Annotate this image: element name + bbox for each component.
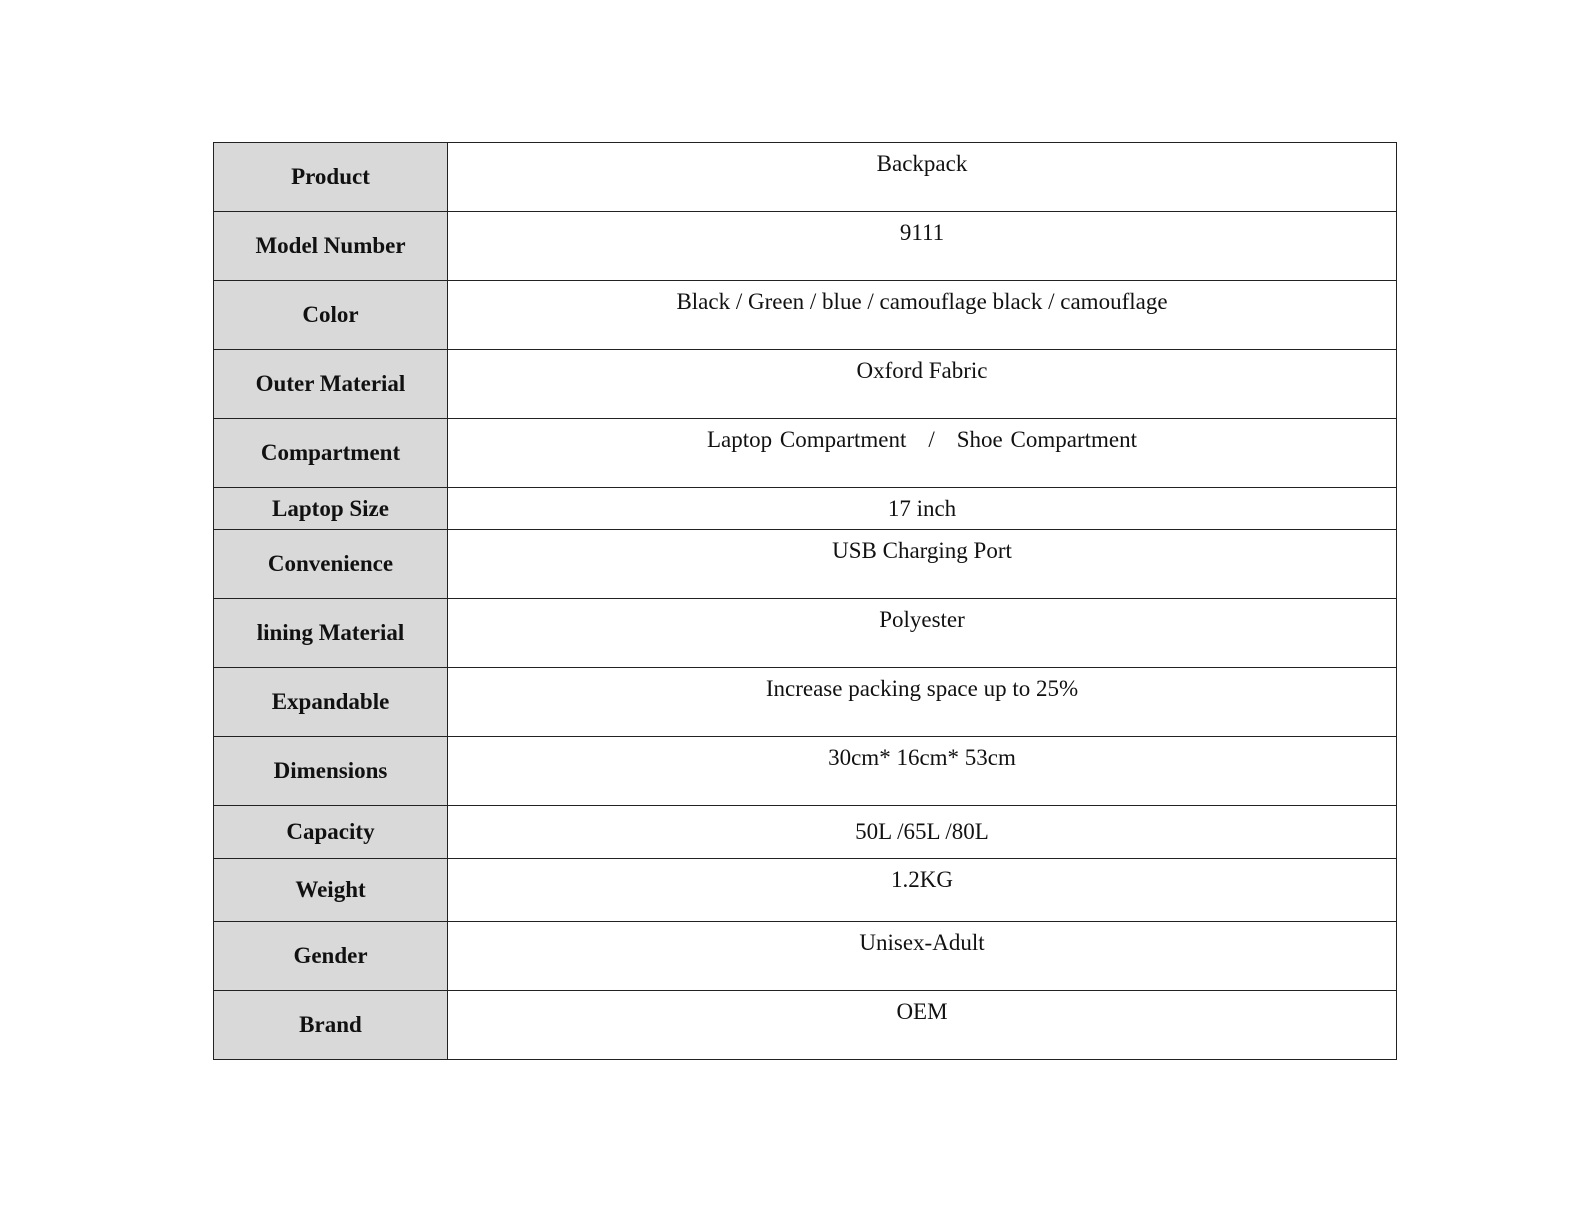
row-value-expandable: Increase packing space up to 25% xyxy=(448,668,1397,737)
row-label-lining-material: lining Material xyxy=(214,599,448,668)
row-label-dimensions: Dimensions xyxy=(214,737,448,806)
row-label-gender: Gender xyxy=(214,922,448,991)
row-value-product: Backpack xyxy=(448,143,1397,212)
table-row-product xyxy=(214,143,1397,212)
table-row-model-number xyxy=(214,212,1397,281)
row-value-dimensions: 30cm* 16cm* 53cm xyxy=(448,737,1397,806)
table-row-color xyxy=(214,281,1397,350)
table-row-dimensions xyxy=(214,737,1397,806)
table-row-capacity xyxy=(214,806,1397,859)
row-value-convenience: USB Charging Port xyxy=(448,530,1397,599)
product-spec-table xyxy=(213,142,1397,1060)
table-row-brand xyxy=(214,991,1397,1060)
row-label-product: Product xyxy=(214,143,448,212)
row-label-compartment: Compartment xyxy=(214,419,448,488)
row-value-compartment xyxy=(448,419,1397,488)
row-value-brand: OEM xyxy=(448,991,1397,1060)
row-label-outer-material: Outer Material xyxy=(214,350,448,419)
row-label-brand: Brand xyxy=(214,991,448,1060)
table-row-convenience xyxy=(214,530,1397,599)
compartment-shoe: Shoe Compartment xyxy=(956,427,1137,452)
table-row-expandable xyxy=(214,668,1397,737)
table-row-laptop-size xyxy=(214,488,1397,530)
row-value-laptop-size: 17 inch xyxy=(448,488,1397,530)
row-value-weight: 1.2KG xyxy=(448,859,1397,922)
row-label-expandable: Expandable xyxy=(214,668,448,737)
row-value-color: Black / Green / blue / camouflage black / camouflage xyxy=(448,281,1397,350)
table-row-lining-material xyxy=(214,599,1397,668)
row-value-outer-material: Oxford Fabric xyxy=(448,350,1397,419)
row-value-model-number: 9111 xyxy=(448,212,1397,281)
row-label-capacity: Capacity xyxy=(214,806,448,859)
row-label-color: Color xyxy=(214,281,448,350)
table-row-weight xyxy=(214,859,1397,922)
row-label-model-number: Model Number xyxy=(214,212,448,281)
compartment-laptop: Laptop Compartment xyxy=(706,427,907,452)
row-value-capacity: 50L /65L /80L xyxy=(448,806,1397,859)
compartment-separator: / xyxy=(928,427,935,452)
row-label-convenience: Convenience xyxy=(214,530,448,599)
table-row-outer-material xyxy=(214,350,1397,419)
row-value-gender: Unisex-Adult xyxy=(448,922,1397,991)
row-label-laptop-size: Laptop Size xyxy=(214,488,448,530)
row-label-weight: Weight xyxy=(214,859,448,922)
table-row-gender xyxy=(214,922,1397,991)
row-value-lining-material: Polyester xyxy=(448,599,1397,668)
table-row-compartment xyxy=(214,419,1397,488)
